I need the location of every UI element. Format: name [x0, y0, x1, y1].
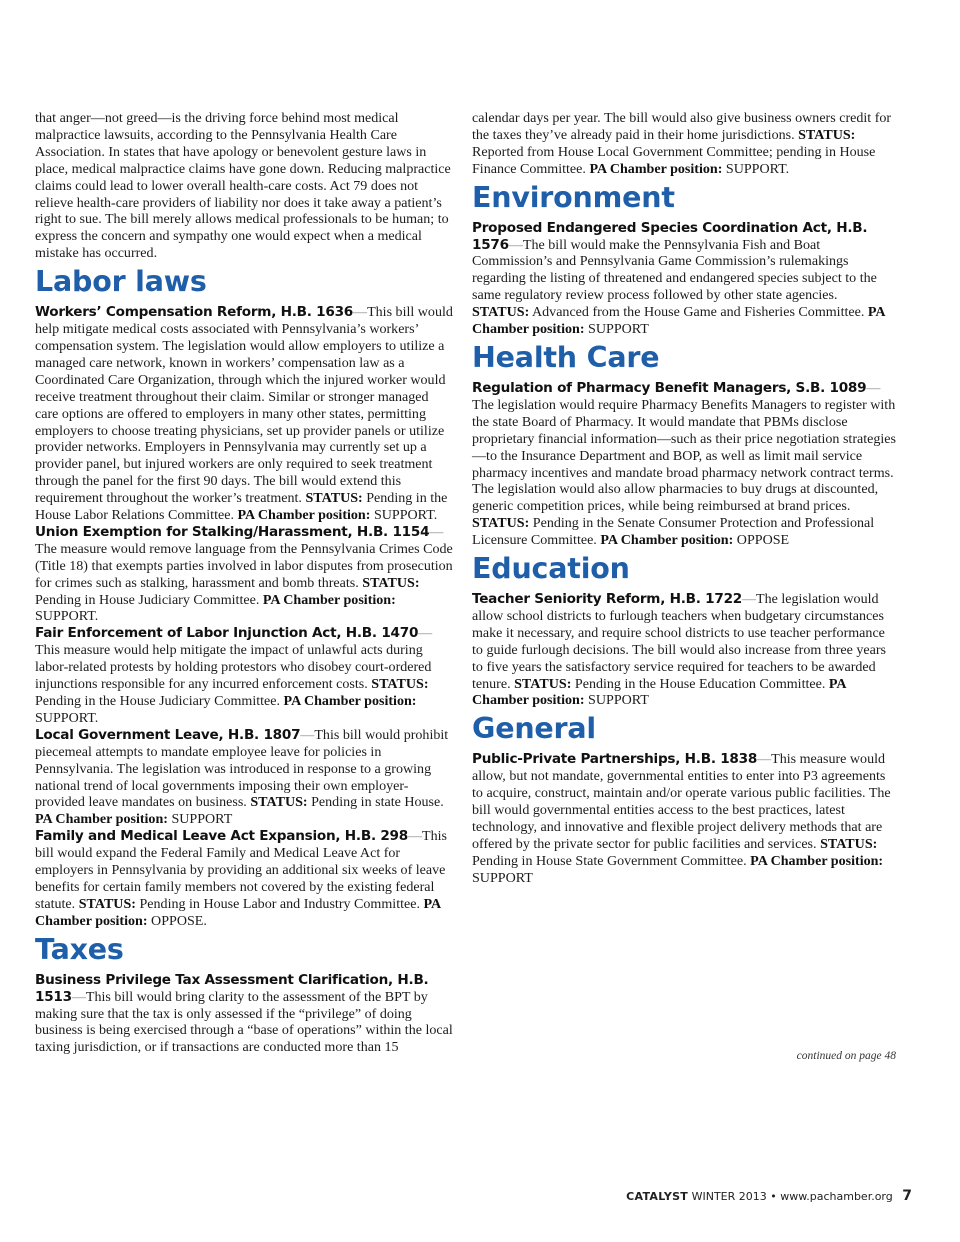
status-text: Pending in the Senate Consumer Protection and Professional Licensure Committee. — [472, 515, 875, 549]
taxes-heading: Taxes — [35, 932, 124, 966]
bill-body: This bill would prohibit piecemeal attempts to mandate employee leave for policies in Pennsylvania. The legislation was introduced in response to a growing national trend of local governments imposing their own employer-provided leave mandates on business. — [35, 726, 449, 811]
position-value: SUPPORT — [472, 869, 533, 886]
issue-label: WINTER 2013 — [691, 1190, 767, 1203]
bill-title: Local Government Leave, H.B. 1807 — [35, 726, 301, 743]
bill-body: The measure would remove language from the Pennsylvania Crimes Code (Title 18) that exempts parties involved in labor disputes from prosecution for crimes such as stalking, harassment and bomb threats. — [35, 540, 453, 591]
position-label: PA Chamber position: — [750, 852, 884, 869]
position-label: PA Chamber position: — [262, 591, 396, 608]
position-label: PA Chamber position: — [237, 507, 371, 524]
bill-title: Proposed Endangered Species Coordination Act, H.B. 1576 — [472, 219, 868, 253]
bill-body: This bill would help mitigate medical costs associated with Pennsylvania’s workers’ compensation system. The legislation would allow employers to utilize a managed care network, known in workers’ compensation law as a Coordinated Care Organization, through which the injured worker would receive treatment throughout their claim. Similar or stronger managed care options are offered to employers in many other states, permitting employers to choose treating physicians, set up provider panels or utilize provider networks. Employers in Pennsylvania may currently set up a provider panel, but injured workers are only required to seek treatment through the panel for the first 90 days. The bill would extend this requirement throughout the worker’s treatment. — [35, 304, 453, 507]
bill-title: Teacher Seniority Reform, H.B. 1722 — [472, 591, 742, 608]
status-text: Pending in House Labor and Industry Committee. — [139, 895, 420, 912]
page-number: 7 — [902, 1188, 912, 1204]
position-label: PA Chamber position: — [283, 693, 417, 709]
status-label: STATUS: — [798, 126, 856, 143]
position-label: PA Chamber position: — [35, 811, 168, 828]
status-text: Pending in the House Education Committee. — [574, 675, 826, 692]
labor-laws-heading: Labor laws — [35, 265, 207, 299]
bill-title: Fair Enforcement of Labor Injunction Act, H.B. 1470 — [35, 625, 419, 642]
bill-title: Family and Medical Leave Act Expansion, H.B. 298 — [35, 828, 408, 845]
website-url: www.pachamber.org — [780, 1190, 893, 1203]
health-care-heading: Health Care — [472, 340, 660, 374]
position-value: SUPPORT — [171, 811, 233, 828]
bill-title: Union Exemption for Stalking/Harassment, H.B. 1154 — [35, 523, 430, 540]
bill-teacher-seniority: Teacher Seniority Reform, H.B. 1722—The legislation would allow school districts to furlough teachers when budgetary circumstances make it necessary, and require school districts to use teacher performance to guide furlough decisions. The bill would also increase from three years to five years the satisfactory service required for teachers to be awarded tenure. STATUS: Pending in the House Education Committee. PA Chamber position: SUPPORT — [472, 591, 887, 709]
status-label: STATUS: — [514, 675, 572, 692]
position-value: SUPPORT — [588, 692, 649, 709]
bill-body: The legislation would allow school districts to furlough teachers when budgetary circumstances make it necessary, and require school districts to use teacher performance to guide furlough decisions. The bill would also increase from three years to five years the satisfactory service required for teachers to be awarded tenure. — [472, 591, 887, 692]
position-label: PA Chamber position: — [472, 675, 846, 709]
status-text: Pending in state House. — [311, 794, 444, 811]
bill-public-private-partnerships: Public-Private Partnerships, H.B. 1838—This measure would allow, but not mandate, governmental entities to enter into P3 agreements to acquire, construct, maintain and/or operate various public facilities. The bill would governmental entities access to the best practices, latest technology, and innovative and flexible project delivery methods that are offered by the private sector for public facilities and services. STATUS: Pending in House State Government Committee. PA Chamber position: SUPPORT — [472, 751, 891, 886]
status-text: Pending in the House Judiciary Committee. — [35, 693, 281, 709]
status-label: STATUS: — [472, 304, 530, 321]
status-text: Pending in House State Government Committee. — [472, 852, 747, 869]
status-text: Advanced from the House Game and Fisheries Committee. — [532, 304, 865, 321]
left-column — [35, 110, 453, 1056]
environment-heading: Environment — [472, 180, 675, 214]
bill-union-exemption: Union Exemption for Stalking/Harassment, H.B. 1154—The measure would remove language from the Pennsylvania Crimes Code (Title 18) that exempts parties involved in labor disputes from prosecution for crimes such as stalking, harassment and bomb threats. STATUS: Pending in House Judiciary Committee. PA Chamber position: SUPPORT. — [35, 523, 453, 625]
bill-title: Public-Private Partnerships, H.B. 1838 — [472, 751, 758, 768]
bill-title: Regulation of Pharmacy Benefit Managers, S.B. 1089 — [472, 379, 867, 396]
bill-bpt-clarification: Business Privilege Tax Assessment Clarification, H.B. 1513—This bill would bring clarity to the assessment of the BPT by making sure that the tax is only assessed if the “privilege” of doing business is being exercised through a “base of operations” within the local taxing jurisdiction, or if transactions are conducted more than 15 — [35, 971, 453, 1056]
position-label: PA Chamber position: — [589, 160, 723, 177]
footer-separator: • — [770, 1190, 777, 1203]
right-column — [472, 110, 896, 887]
bill-body: This measure would allow, but not mandate, governmental entities to enter into P3 agreements to acquire, construct, maintain and/or operate various public facilities. The bill would governmental entities access to the best practices, latest technology, and innovative and flexible project delivery methods that are offered by the private sector for public facilities and services. — [472, 751, 891, 852]
status-label: STATUS: — [78, 895, 136, 912]
status-label: STATUS: — [472, 515, 530, 532]
position-label: PA Chamber position: — [35, 895, 441, 929]
position-value: OPPOSE. — [151, 912, 207, 929]
position-value: SUPPORT. — [373, 507, 438, 524]
status-label: STATUS: — [250, 794, 308, 811]
general-heading: General — [472, 712, 596, 746]
bill-workers-comp: Workers’ Compensation Reform, H.B. 1636—This bill would help mitigate medical costs associated with Pennsylvania’s workers’ compensation system. The legislation would allow employers to utilize a managed care network, known in workers’ compensation law as a Coordinated Care Organization, through which the injured worker would receive treatment throughout their claim. Similar or stronger managed care options are offered to employers in many other states, permitting employers to choose treating physicians, set up provider panels or utilize provider networks. Employers in Pennsylvania may currently set up a provider panel, but injured workers are only required to seek treatment through the panel for the first 90 days. The bill would extend this requirement throughout the worker’s treatment. STATUS: Pending in the House Labor Relations Committee. PA Chamber position: SUPPORT. — [35, 304, 453, 524]
position-value: SUPPORT. — [35, 709, 99, 726]
bpt-continuation — [472, 110, 896, 178]
continued-note: continued on page 48 — [796, 1050, 896, 1062]
bill-body: The bill would make the Pennsylvania Fish and Boat Commission’s and Pennsylvania Game Commission’s rulemakings regarding the listing of threatened and endangered species subject to the same regulatory review process followed by other state agencies. — [472, 236, 877, 304]
bill-fmla-expansion: Family and Medical Leave Act Expansion, H.B. 298—This bill would expand the Federal Family and Medical Leave Act for employers in Pennsylvania by providing an additional six weeks of leave benefits for certain family members not covered by the existing federal statute. STATUS: Pending in House Labor and Industry Committee. PA Chamber position: OPPOSE. — [35, 828, 447, 929]
education-heading: Education — [472, 552, 630, 586]
status-text: Reported from House Local Government Committee; pending in House Finance Committee. — [472, 143, 876, 177]
status-text: Pending in House Judiciary Committee. — [35, 591, 260, 608]
bill-body: This measure would help mitigate the impact of unlawful acts during labor-related protests by holding protestors who disobey court-ordered injunctions responsible for any incurred enforcement costs. — [35, 642, 432, 693]
position-value: SUPPORT — [588, 321, 649, 338]
status-label: STATUS: — [305, 490, 363, 507]
bill-body: This bill would expand the Federal Family and Medical Leave Act for employers in Pennsylvania by providing an additional six weeks of leave benefits for certain family members not covered by the existing federal statute. — [35, 828, 447, 912]
bill-body: This bill would bring clarity to the assessment of the BPT by making sure that the tax is only assessed if the “privilege” of doing business is being exercised through a “base of operations” within the local taxing jurisdiction, or if transactions are conducted more than 15 — [35, 988, 453, 1056]
status-label: STATUS: — [362, 574, 420, 591]
position-label: PA Chamber position: — [600, 532, 734, 549]
bill-local-government-leave: Local Government Leave, H.B. 1807—This bill would prohibit piecemeal attempts to mandate employee leave for policies in Pennsylvania. The legislation was introduced in response to a growing national trend of local governments imposing their own employer-provided leave mandates on business. STATUS: Pending in state House. PA Chamber position: SUPPORT — [35, 726, 449, 828]
position-value: SUPPORT. — [725, 160, 790, 177]
position-label: PA Chamber position: — [472, 304, 885, 338]
bill-labor-injunction: Fair Enforcement of Labor Injunction Act, H.B. 1470—This measure would help mitigate the impact of unlawful acts during labor-related protests by holding protestors who disobey court-ordered injunctions responsible for any incurred enforcement costs. STATUS: Pending in the House Judiciary Committee. PA Chamber position: SUPPORT. — [35, 625, 433, 726]
bill-body: calendar days per year. The bill would also give business owners credit for the taxes they’ve already paid in their home jurisdictions. — [472, 110, 892, 143]
status-text: Pending in the House Labor Relations Committee. — [35, 490, 448, 524]
publication-name: CATALYST — [626, 1190, 689, 1203]
bill-title: Business Privilege Tax Assessment Clarification, H.B. 1513 — [35, 971, 429, 1005]
page-footer — [626, 1188, 912, 1204]
intro-paragraph: that anger—not greed—is the driving force behind most medical malpractice lawsuits, according to the Pennsylvania Health Care Association. In states that have apology or benevolent gesture laws in place, medical malpractice claims have gone down. Reducing malpractice claims could lead to lower overall health-care costs. Act 79 does not relieve health-care providers of liability nor does it take away a patient’s right to sue. The bill merely allows medical professionals to be human; to express the concern and sympathy one would expect when a medical mistake has occurred. — [35, 110, 451, 262]
status-label: STATUS: — [371, 676, 429, 693]
position-value: OPPOSE — [736, 532, 790, 549]
status-label: STATUS: — [820, 835, 878, 852]
bill-pharmacy-benefit-managers: Regulation of Pharmacy Benefit Managers, S.B. 1089—The legislation would require Pharmacy Benefits Managers to register with the state Board of Pharmacy. It would mandate that PBMs disclose proprietary financial information—such as their price negotiation strategies—to the Insurance Department and BOP, as well as limit mail service pharmacy incentives and mandate broad pharmacy network contract terms. The legislation would also allow pharmacies to buy drugs at discounted, generic competition prices, while being reimbursed at brand prices. STATUS: Pending in the Senate Consumer Protection and Professional Licensure Committee. PA Chamber position: OPPOSE — [472, 379, 896, 549]
bill-endangered-species: Proposed Endangered Species Coordination Act, H.B. 1576—The bill would make the Pennsylvania Fish and Boat Commission’s and Pennsylvania Game Commission’s rulemakings regarding the listing of threatened and endangered species subject to the same regulatory review process followed by other state agencies. STATUS: Advanced from the House Game and Fisheries Committee. PA Chamber position: SUPPORT — [472, 219, 885, 338]
position-value: SUPPORT. — [35, 608, 99, 625]
bill-title: Workers’ Compensation Reform, H.B. 1636 — [35, 304, 354, 321]
bill-body: The legislation would require Pharmacy Benefits Managers to register with the state Board of Pharmacy. It would mandate that PBMs disclose proprietary financial information—such as their price negotiation strategies—to the Insurance Department and BOP, as well as limit mail service pharmacy incentives and mandate broad pharmacy network contract terms. The legislation would also allow pharmacies to buy drugs at discounted, generic competition prices, while being reimbursed at brand prices. — [472, 396, 896, 515]
